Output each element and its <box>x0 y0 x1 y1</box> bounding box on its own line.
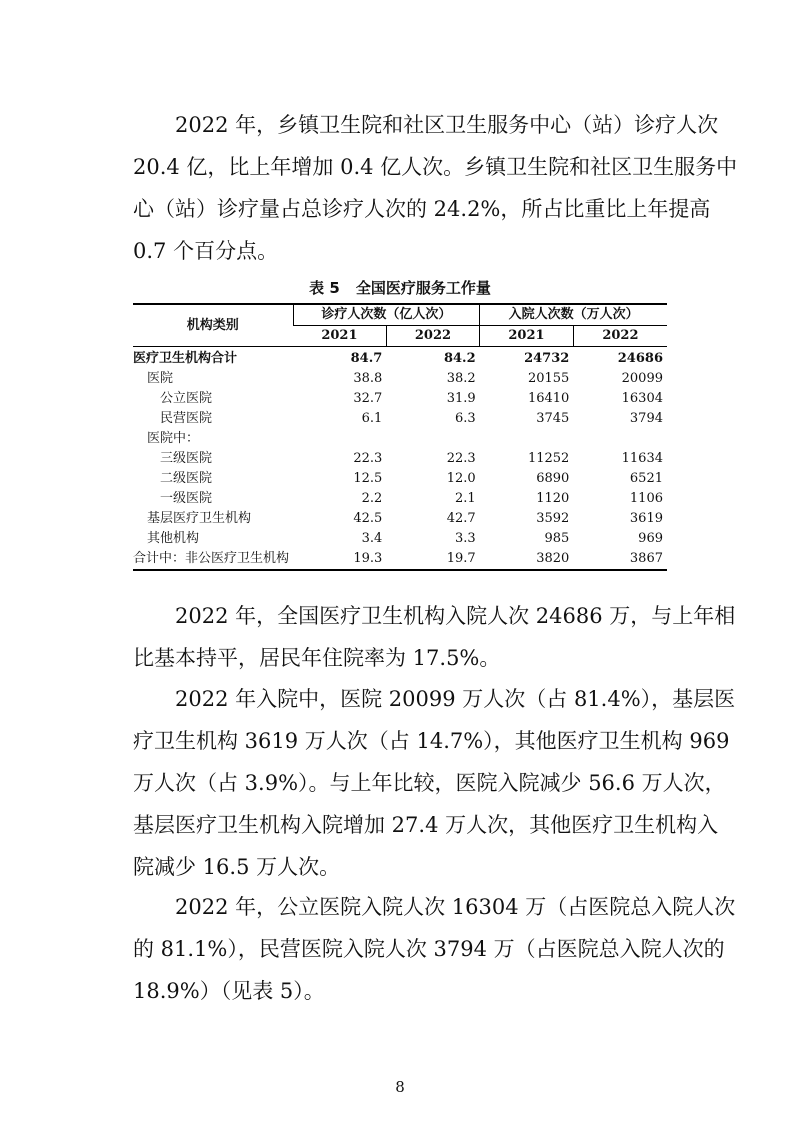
table-row <box>133 409 667 429</box>
cell-value: 38.2 <box>446 371 476 386</box>
cell-value: 1106 <box>629 491 663 506</box>
table-row <box>133 347 667 370</box>
cell-value: 3619 <box>629 511 663 526</box>
cell-value: 3.3 <box>454 531 476 546</box>
cell-value: 3794 <box>629 411 663 426</box>
cell-value: 84.2 <box>443 351 476 366</box>
text-line: 疗卫生机构 3619 万人次（占 14.7%），其他医疗卫生机构 969 <box>133 729 730 753</box>
header-group-visits: 诊疗人次数（亿人次） <box>293 304 480 326</box>
cell-value: 3820 <box>536 551 570 566</box>
header-year: 2022 <box>386 326 479 347</box>
text-line: 心（站）诊疗量占总诊疗人次的 24.2%，所占比重比上年提高 <box>133 197 711 221</box>
row-label: 医院 <box>147 371 174 386</box>
header-year: 2021 <box>480 326 574 347</box>
table-row <box>133 529 667 549</box>
cell-value: 16410 <box>527 391 570 406</box>
row-label: 三级医院 <box>160 451 213 466</box>
cell-value: 38.8 <box>353 371 383 386</box>
row-label: 基层医疗卫生机构 <box>147 511 252 526</box>
cell-value: 42.5 <box>353 511 383 526</box>
cell-value <box>293 429 386 449</box>
row-label: 公立医院 <box>160 391 213 406</box>
table-title: 全国医疗服务工作量 <box>355 279 491 297</box>
cell-value: 84.7 <box>350 351 383 366</box>
header-year: 2022 <box>573 326 667 347</box>
paragraph-admissions-breakdown <box>133 678 736 888</box>
text-line: 的 81.1%），民营医院入院人次 3794 万（占医院总入院人次的 <box>133 937 725 961</box>
text-line: 2022 年，全国医疗卫生机构入院人次 24686 万，与上年相 <box>133 604 736 628</box>
header-group-admissions: 入院人次数（万人次） <box>480 304 667 326</box>
cell-value: 42.7 <box>446 511 476 526</box>
cell-value: 6890 <box>536 471 570 486</box>
cell-value: 22.3 <box>353 451 383 466</box>
header-category: 机构类别 <box>133 304 293 347</box>
table-row <box>133 429 667 449</box>
table-row <box>133 389 667 409</box>
table-row <box>133 369 667 389</box>
row-label: 医疗卫生机构合计 <box>133 351 238 366</box>
row-label: 其他机构 <box>147 531 200 546</box>
table-caption <box>133 278 667 298</box>
row-label: 二级医院 <box>160 471 213 486</box>
cell-value: 22.3 <box>446 451 476 466</box>
text-line: 0.7 个百分点。 <box>133 239 279 263</box>
cell-value: 32.7 <box>353 391 383 406</box>
cell-value: 3867 <box>629 551 663 566</box>
cell-value: 20155 <box>527 371 570 386</box>
row-label: 民营医院 <box>160 411 213 426</box>
paragraph-public-private <box>133 886 736 1012</box>
cell-value: 3592 <box>536 511 570 526</box>
text-line: 院减少 16.5 万人次。 <box>133 855 341 879</box>
cell-value: 11252 <box>527 451 570 466</box>
cell-value: 969 <box>638 531 663 546</box>
cell-value: 16304 <box>621 391 663 406</box>
cell-value: 31.9 <box>446 391 476 406</box>
cell-value <box>386 429 479 449</box>
table-row <box>133 549 667 570</box>
medical-service-table <box>133 303 667 571</box>
cell-value: 2.1 <box>454 491 476 506</box>
text-line: 比基本持平，居民年住院率为 17.5%。 <box>133 646 501 670</box>
text-line: 2022 年，公立医院入院人次 16304 万（占医院总入院人次 <box>133 895 736 919</box>
cell-value: 6.3 <box>454 411 476 426</box>
cell-value: 2.2 <box>361 491 383 506</box>
paragraph-admissions-total <box>133 595 736 679</box>
cell-value: 3.4 <box>361 531 383 546</box>
paragraph-township-visits <box>133 104 738 272</box>
cell-value: 11634 <box>621 451 663 466</box>
table-row <box>133 509 667 529</box>
text-line: 2022 年入院中，医院 20099 万人次（占 81.4%），基层医 <box>133 687 736 711</box>
cell-value: 19.3 <box>353 551 383 566</box>
cell-value: 20099 <box>621 371 663 386</box>
table-row <box>133 489 667 509</box>
cell-value: 6.1 <box>361 411 383 426</box>
table-number: 表 5 <box>309 279 340 297</box>
row-label: 医院中： <box>147 431 200 446</box>
cell-value: 985 <box>544 531 570 546</box>
page-number: 8 <box>395 1078 405 1096</box>
text-line: 20.4 亿，比上年增加 0.4 亿人次。乡镇卫生院和社区卫生服务中 <box>133 155 738 179</box>
text-line: 基层医疗卫生机构入院增加 27.4 万人次，其他医疗卫生机构入 <box>133 813 719 837</box>
table-row <box>133 469 667 489</box>
cell-value: 24686 <box>617 351 663 366</box>
row-label: 一级医院 <box>160 491 213 506</box>
text-line: 万人次（占 3.9%）。与上年比较，医院入院减少 56.6 万人次， <box>133 771 726 795</box>
row-label: 合计中：非公医疗卫生机构 <box>133 551 290 566</box>
cell-value: 6521 <box>629 471 663 486</box>
header-year: 2021 <box>293 326 386 347</box>
cell-value: 12.5 <box>353 471 383 486</box>
cell-value: 3745 <box>536 411 570 426</box>
cell-value: 1120 <box>536 491 570 506</box>
text-line: 18.9%）（见表 5）。 <box>133 979 325 1003</box>
cell-value: 12.0 <box>446 471 476 486</box>
text-line: 2022 年，乡镇卫生院和社区卫生服务中心（站）诊疗人次 <box>133 113 719 137</box>
cell-value <box>573 429 667 449</box>
cell-value: 24732 <box>524 351 570 366</box>
cell-value <box>480 429 574 449</box>
cell-value: 19.7 <box>446 551 476 566</box>
table-row <box>133 449 667 469</box>
